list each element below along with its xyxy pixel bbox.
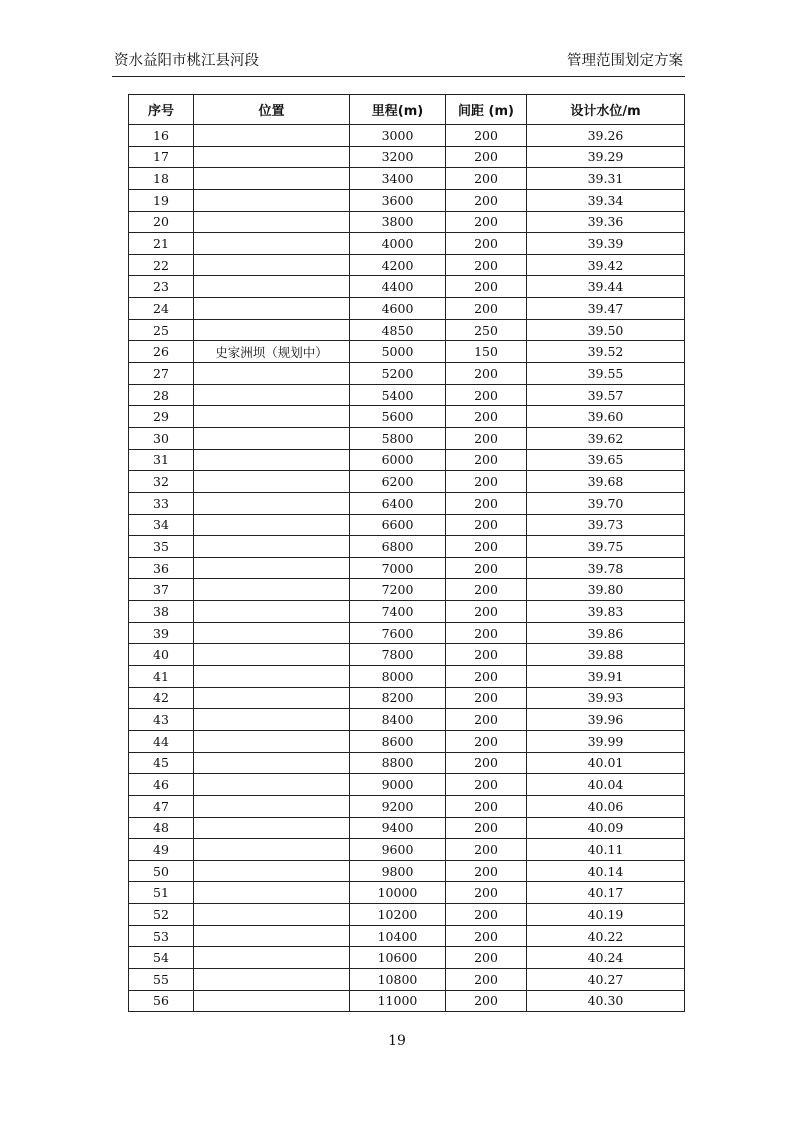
cell-design-water-level: 39.68 [527, 471, 685, 493]
table-row [129, 298, 685, 320]
cell-spacing: 200 [446, 492, 527, 514]
cell-mileage: 4000 [350, 233, 446, 255]
table-row [129, 406, 685, 428]
cell-mileage: 6200 [350, 471, 446, 493]
cell-location: 史家洲坝（规划中） [194, 341, 350, 363]
cell-mileage: 7400 [350, 601, 446, 623]
table-row [129, 925, 685, 947]
cell-location [194, 709, 350, 731]
cell-design-water-level: 39.42 [527, 254, 685, 276]
cell-index: 33 [129, 492, 194, 514]
table-row [129, 427, 685, 449]
cell-spacing: 200 [446, 557, 527, 579]
cell-spacing: 250 [446, 319, 527, 341]
table-row [129, 839, 685, 861]
table-row [129, 557, 685, 579]
cell-index: 52 [129, 904, 194, 926]
table-row [129, 189, 685, 211]
table-row [129, 601, 685, 623]
cell-design-water-level: 39.26 [527, 125, 685, 147]
cell-mileage: 7200 [350, 579, 446, 601]
table-row [129, 211, 685, 233]
cell-mileage: 3000 [350, 125, 446, 147]
table-row [129, 233, 685, 255]
cell-location [194, 622, 350, 644]
table-row [129, 514, 685, 536]
cell-index: 24 [129, 298, 194, 320]
cell-spacing: 200 [446, 817, 527, 839]
cell-design-water-level: 39.57 [527, 384, 685, 406]
cell-index: 20 [129, 211, 194, 233]
cell-mileage: 9200 [350, 795, 446, 817]
table-row [129, 817, 685, 839]
cell-design-water-level: 39.73 [527, 514, 685, 536]
cell-design-water-level: 39.96 [527, 709, 685, 731]
cell-mileage: 7600 [350, 622, 446, 644]
cell-mileage: 10800 [350, 968, 446, 990]
column-header-index: 序号 [129, 95, 194, 125]
cell-spacing: 200 [446, 471, 527, 493]
table-row [129, 168, 685, 190]
table-row [129, 882, 685, 904]
cell-index: 47 [129, 795, 194, 817]
cell-mileage: 3800 [350, 211, 446, 233]
cell-spacing: 200 [446, 449, 527, 471]
cell-mileage: 3200 [350, 146, 446, 168]
cell-location [194, 644, 350, 666]
cell-location [194, 211, 350, 233]
table-row [129, 795, 685, 817]
cell-index: 49 [129, 839, 194, 861]
cell-design-water-level: 39.55 [527, 363, 685, 385]
cell-index: 27 [129, 363, 194, 385]
cell-mileage: 8600 [350, 730, 446, 752]
cell-spacing: 200 [446, 427, 527, 449]
cell-location [194, 298, 350, 320]
cell-design-water-level: 39.52 [527, 341, 685, 363]
table-row [129, 947, 685, 969]
cell-index: 17 [129, 146, 194, 168]
cell-spacing: 200 [446, 990, 527, 1012]
cell-index: 44 [129, 730, 194, 752]
column-header-design-water-level: 设计水位/m [527, 95, 685, 125]
cell-spacing: 200 [446, 211, 527, 233]
cell-index: 50 [129, 860, 194, 882]
cell-index: 40 [129, 644, 194, 666]
column-header-mileage: 里程(m) [350, 95, 446, 125]
cell-spacing: 200 [446, 622, 527, 644]
table-row [129, 579, 685, 601]
cell-spacing: 200 [446, 839, 527, 861]
cell-design-water-level: 39.93 [527, 687, 685, 709]
cell-design-water-level: 39.80 [527, 579, 685, 601]
cell-location [194, 990, 350, 1012]
cell-index: 55 [129, 968, 194, 990]
cell-location [194, 536, 350, 558]
cell-spacing: 200 [446, 666, 527, 688]
cell-design-water-level: 39.99 [527, 730, 685, 752]
cell-index: 37 [129, 579, 194, 601]
cell-location [194, 557, 350, 579]
cell-mileage: 4200 [350, 254, 446, 276]
table-row [129, 276, 685, 298]
cell-location [194, 406, 350, 428]
cell-index: 54 [129, 947, 194, 969]
table-row [129, 536, 685, 558]
table-row [129, 968, 685, 990]
cell-location [194, 839, 350, 861]
cell-spacing: 200 [446, 904, 527, 926]
cell-spacing: 200 [446, 795, 527, 817]
cell-index: 26 [129, 341, 194, 363]
cell-spacing: 200 [446, 514, 527, 536]
cell-index: 39 [129, 622, 194, 644]
cell-design-water-level: 39.39 [527, 233, 685, 255]
cell-design-water-level: 39.47 [527, 298, 685, 320]
cell-location [194, 774, 350, 796]
cell-location [194, 752, 350, 774]
cell-index: 19 [129, 189, 194, 211]
cell-design-water-level: 39.75 [527, 536, 685, 558]
cell-spacing: 200 [446, 925, 527, 947]
cell-location [194, 904, 350, 926]
cell-design-water-level: 39.91 [527, 666, 685, 688]
cell-mileage: 4400 [350, 276, 446, 298]
cell-index: 30 [129, 427, 194, 449]
cell-index: 35 [129, 536, 194, 558]
table-row [129, 471, 685, 493]
cell-design-water-level: 39.34 [527, 189, 685, 211]
cell-mileage: 10400 [350, 925, 446, 947]
cell-design-water-level: 40.14 [527, 860, 685, 882]
cell-index: 32 [129, 471, 194, 493]
cell-design-water-level: 40.04 [527, 774, 685, 796]
cell-location [194, 254, 350, 276]
cell-spacing: 200 [446, 298, 527, 320]
cell-spacing: 200 [446, 146, 527, 168]
cell-location [194, 471, 350, 493]
cell-location [194, 319, 350, 341]
table-row [129, 990, 685, 1012]
cell-design-water-level: 39.62 [527, 427, 685, 449]
cell-index: 23 [129, 276, 194, 298]
cell-location [194, 168, 350, 190]
cell-design-water-level: 40.06 [527, 795, 685, 817]
column-header-location: 位置 [194, 95, 350, 125]
cell-location [194, 601, 350, 623]
cell-design-water-level: 40.30 [527, 990, 685, 1012]
cell-design-water-level: 40.11 [527, 839, 685, 861]
cell-spacing: 200 [446, 276, 527, 298]
cell-location [194, 384, 350, 406]
cell-index: 45 [129, 752, 194, 774]
table-row [129, 709, 685, 731]
cell-mileage: 9400 [350, 817, 446, 839]
cell-spacing: 200 [446, 752, 527, 774]
cell-design-water-level: 40.17 [527, 882, 685, 904]
cell-index: 53 [129, 925, 194, 947]
cell-design-water-level: 40.09 [527, 817, 685, 839]
cell-design-water-level: 39.70 [527, 492, 685, 514]
table-row [129, 904, 685, 926]
cell-location [194, 860, 350, 882]
cell-location [194, 666, 350, 688]
cell-mileage: 7000 [350, 557, 446, 579]
table-row [129, 666, 685, 688]
cell-index: 43 [129, 709, 194, 731]
cell-design-water-level: 40.22 [527, 925, 685, 947]
cell-spacing: 200 [446, 601, 527, 623]
cell-mileage: 5200 [350, 363, 446, 385]
cell-index: 22 [129, 254, 194, 276]
cell-location [194, 687, 350, 709]
cell-design-water-level: 39.36 [527, 211, 685, 233]
cell-index: 51 [129, 882, 194, 904]
cell-location [194, 449, 350, 471]
table-row [129, 774, 685, 796]
cell-location [194, 189, 350, 211]
water-level-table [128, 94, 685, 1012]
cell-mileage: 8000 [350, 666, 446, 688]
document-header-title: 资水益阳市桃江县河段 [114, 53, 259, 69]
cell-location [194, 492, 350, 514]
cell-location [194, 276, 350, 298]
table-row [129, 860, 685, 882]
cell-design-water-level: 39.31 [527, 168, 685, 190]
cell-location [194, 579, 350, 601]
cell-index: 42 [129, 687, 194, 709]
cell-location [194, 817, 350, 839]
cell-mileage: 8200 [350, 687, 446, 709]
table-row [129, 687, 685, 709]
cell-index: 31 [129, 449, 194, 471]
cell-mileage: 8400 [350, 709, 446, 731]
cell-mileage: 6600 [350, 514, 446, 536]
table-row [129, 125, 685, 147]
cell-spacing: 200 [446, 536, 527, 558]
cell-spacing: 200 [446, 687, 527, 709]
cell-index: 16 [129, 125, 194, 147]
cell-spacing: 200 [446, 363, 527, 385]
cell-design-water-level: 40.01 [527, 752, 685, 774]
cell-design-water-level: 39.78 [527, 557, 685, 579]
cell-location [194, 146, 350, 168]
table-row [129, 622, 685, 644]
cell-mileage: 11000 [350, 990, 446, 1012]
table-row [129, 752, 685, 774]
cell-design-water-level: 39.29 [527, 146, 685, 168]
cell-location [194, 925, 350, 947]
cell-mileage: 8800 [350, 752, 446, 774]
cell-spacing: 200 [446, 774, 527, 796]
cell-index: 25 [129, 319, 194, 341]
cell-mileage: 9600 [350, 839, 446, 861]
cell-mileage: 3400 [350, 168, 446, 190]
header-divider [112, 76, 685, 77]
cell-spacing: 200 [446, 168, 527, 190]
table-row [129, 341, 685, 363]
table-row [129, 492, 685, 514]
cell-location [194, 795, 350, 817]
cell-spacing: 200 [446, 125, 527, 147]
cell-location [194, 968, 350, 990]
cell-location [194, 125, 350, 147]
cell-spacing: 200 [446, 406, 527, 428]
cell-spacing: 200 [446, 860, 527, 882]
cell-index: 56 [129, 990, 194, 1012]
cell-mileage: 3600 [350, 189, 446, 211]
cell-location [194, 947, 350, 969]
cell-spacing: 150 [446, 341, 527, 363]
cell-spacing: 200 [446, 233, 527, 255]
cell-design-water-level: 40.19 [527, 904, 685, 926]
cell-location [194, 363, 350, 385]
document-header-subtitle: 管理范围划定方案 [567, 53, 683, 69]
page-number: 19 [388, 1033, 406, 1049]
cell-index: 34 [129, 514, 194, 536]
cell-index: 21 [129, 233, 194, 255]
cell-design-water-level: 39.88 [527, 644, 685, 666]
cell-index: 41 [129, 666, 194, 688]
cell-mileage: 9000 [350, 774, 446, 796]
cell-spacing: 200 [446, 189, 527, 211]
table-row [129, 319, 685, 341]
cell-spacing: 200 [446, 644, 527, 666]
table-body [129, 125, 685, 1012]
cell-design-water-level: 39.65 [527, 449, 685, 471]
cell-spacing: 200 [446, 882, 527, 904]
table-row [129, 363, 685, 385]
cell-location [194, 514, 350, 536]
table-row [129, 146, 685, 168]
cell-design-water-level: 39.86 [527, 622, 685, 644]
cell-index: 28 [129, 384, 194, 406]
table-row [129, 384, 685, 406]
cell-design-water-level: 39.44 [527, 276, 685, 298]
cell-spacing: 200 [446, 730, 527, 752]
cell-mileage: 5800 [350, 427, 446, 449]
table-row [129, 644, 685, 666]
cell-spacing: 200 [446, 968, 527, 990]
cell-design-water-level: 39.50 [527, 319, 685, 341]
cell-mileage: 6400 [350, 492, 446, 514]
cell-mileage: 6800 [350, 536, 446, 558]
cell-design-water-level: 39.83 [527, 601, 685, 623]
cell-spacing: 200 [446, 254, 527, 276]
cell-mileage: 4600 [350, 298, 446, 320]
cell-mileage: 6000 [350, 449, 446, 471]
table-row [129, 449, 685, 471]
cell-design-water-level: 40.24 [527, 947, 685, 969]
cell-spacing: 200 [446, 579, 527, 601]
cell-spacing: 200 [446, 709, 527, 731]
cell-mileage: 10000 [350, 882, 446, 904]
cell-location [194, 233, 350, 255]
cell-design-water-level: 39.60 [527, 406, 685, 428]
cell-index: 38 [129, 601, 194, 623]
cell-mileage: 5600 [350, 406, 446, 428]
cell-spacing: 200 [446, 947, 527, 969]
cell-mileage: 10600 [350, 947, 446, 969]
cell-location [194, 882, 350, 904]
table-row [129, 730, 685, 752]
cell-mileage: 5400 [350, 384, 446, 406]
table-header-row [129, 95, 685, 125]
cell-location [194, 730, 350, 752]
cell-index: 46 [129, 774, 194, 796]
cell-index: 48 [129, 817, 194, 839]
cell-spacing: 200 [446, 384, 527, 406]
cell-mileage: 9800 [350, 860, 446, 882]
cell-mileage: 4850 [350, 319, 446, 341]
table-row [129, 254, 685, 276]
cell-index: 29 [129, 406, 194, 428]
cell-mileage: 10200 [350, 904, 446, 926]
cell-design-water-level: 40.27 [527, 968, 685, 990]
cell-index: 18 [129, 168, 194, 190]
cell-location [194, 427, 350, 449]
column-header-spacing: 间距 (m) [446, 95, 527, 125]
cell-index: 36 [129, 557, 194, 579]
cell-mileage: 7800 [350, 644, 446, 666]
cell-mileage: 5000 [350, 341, 446, 363]
